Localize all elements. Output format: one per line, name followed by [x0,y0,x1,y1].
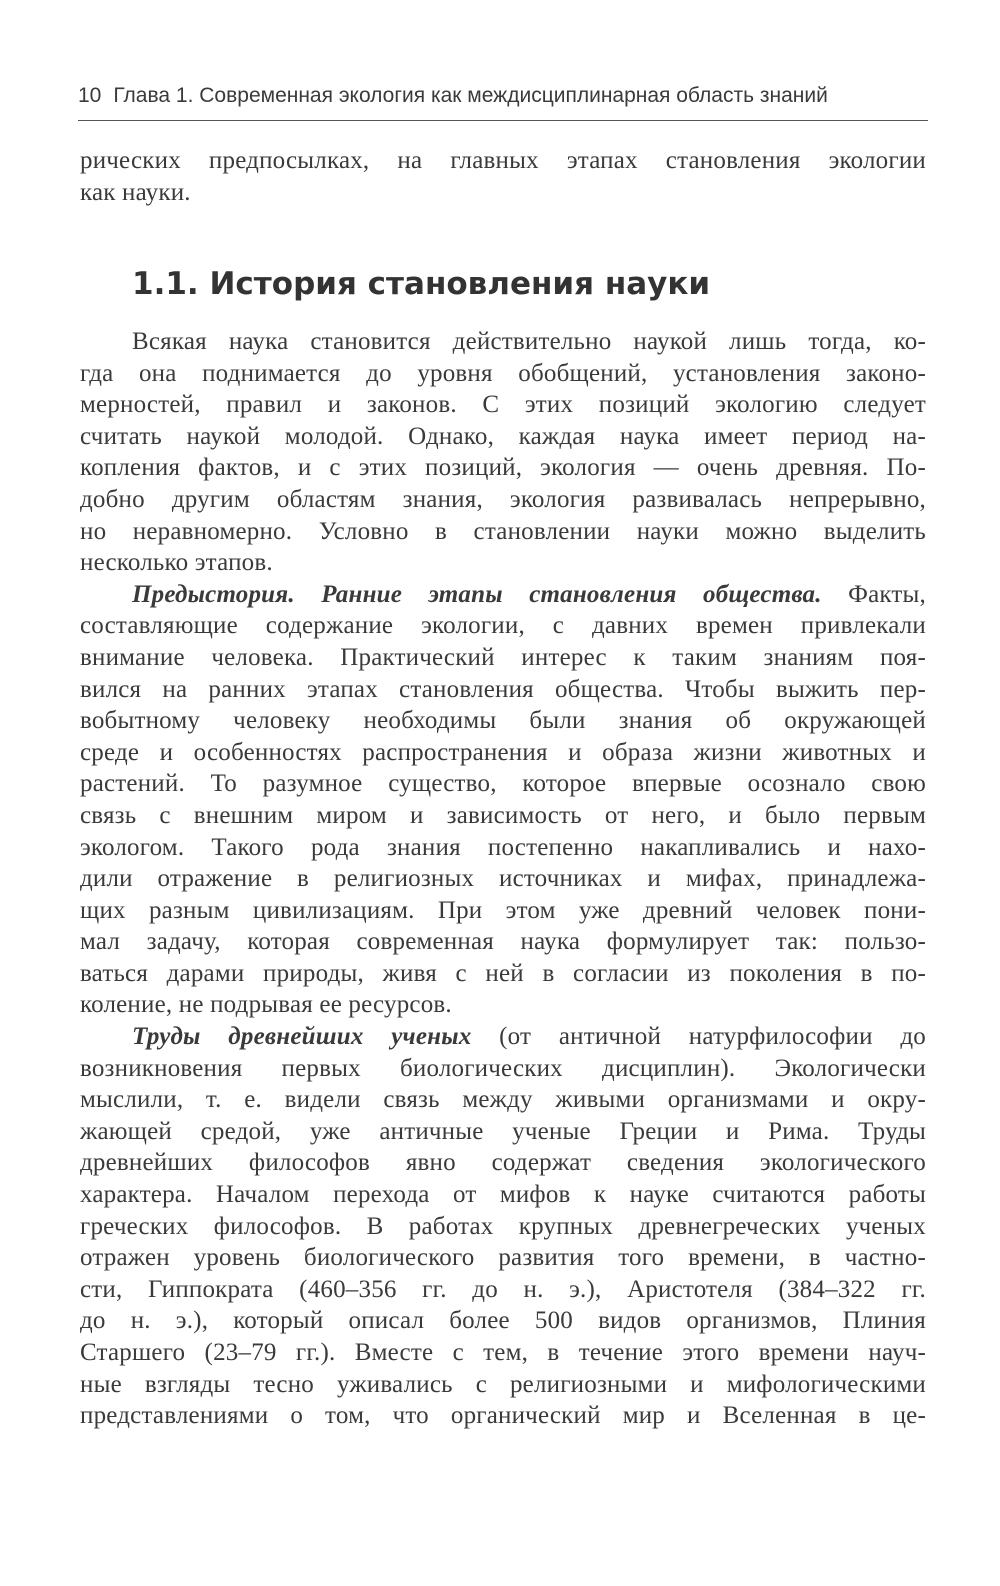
text-line: вобытному человеку необходимы были знания об окружающей [80,707,926,735]
continuation-paragraph [80,145,926,208]
text-line: представлениями о том, что органический мир и Вселенная в це- [80,1402,926,1430]
section-title: 1.1. История становления науки [132,266,711,302]
section-body [80,326,926,1432]
text-line: но неравномерно. Условно в становлении науки можно выделить [80,517,926,545]
paragraph-prehistory [80,579,926,1021]
text-line: копления фактов, и с этих позиций, экология — очень древняя. По- [80,454,926,482]
text-line: сти, Гиппократа (460–356 гг. до н. э.), Аристотеля (384–322 гг. [80,1275,926,1303]
text-line: древнейших философов явно содержат сведения экологического [80,1149,926,1177]
text-line: вился на ранних этапах становления общества. Чтобы выжить пер- [80,675,926,703]
text-fragment: (от античной натурфилософии до [471,1023,926,1051]
run-in-heading: Труды древнейших ученых [132,1023,472,1051]
text-line: связь с внешним миром и зависимость от него, и было первым [80,801,926,829]
text-line: экологом. Такого рода знания постепенно накапливались и нахо- [80,833,926,861]
text-line: дили отражение в религиозных источниках и мифах, принадлежа- [80,865,926,893]
text-line: Всякая наука становится действительно наукой лишь тогда, ко- [132,328,926,355]
text-line: мерностей, правил и законов. С этих позиций экологию следует [80,391,926,419]
text-line: добно другим областям знания, экология развивалась непрерывно, [80,485,926,513]
text-fragment: Факты, [821,580,926,608]
text-line: несколько этапов. [80,549,273,577]
text-line: среде и особенностях распространения и образа жизни животных и [80,738,926,766]
text-line: жающей средой, уже античные ученые Греции и Рима. Труды [80,1117,926,1145]
paragraph-ancient-scholars [80,1021,926,1432]
text-line: гда она поднимается до уровня обобщений, установления законо- [80,359,926,387]
text-line [80,579,926,611]
chapter-title: Глава 1. Современная экология как междисциплинарная область знаний [113,84,828,107]
text-line: внимание человека. Практический интерес к таким знаниям поя- [80,643,926,671]
paragraph-intro [80,326,926,579]
text-line: мыслили, т. е. видели связь между живыми организмами и окру- [80,1086,926,1114]
text-line: Старшего (23–79 гг.). Вместе с тем, в течение этого времени науч- [80,1339,926,1366]
text-line: щих разным цивилизациям. При этом уже древний человек пони- [80,896,926,924]
text-line: ваться дарами природы, живя с ней в согласии из поколения в по- [80,959,926,987]
text-line: греческих философов. В работах крупных древнегреческих ученых [80,1212,926,1240]
page-number: 10 [78,84,102,107]
text-line: составляющие содержание экологии, с давних времен привлекали [80,612,926,640]
text-line: ные взгляды тесно уживались с религиозными и мифологическими [80,1370,926,1398]
text-line: мал задачу, которая современная наука формулирует так: пользо- [80,928,926,956]
run-in-heading: Предыстория. Ранние этапы становления общества. [132,580,822,608]
text-line: как науки. [80,178,191,206]
text-line [80,1021,926,1053]
text-line: считать наукой молодой. Однако, каждая наука имеет период на- [80,422,926,450]
text-line: до н. э.), который описал более 500 видов организмов, Плиния [80,1307,926,1335]
text-line: отражен уровень биологического развития того времени, в частно- [80,1244,926,1272]
text-line: возникновения первых биологических дисциплин). Экологически [80,1054,926,1082]
text-line: рических предпосылках, на главных этапах становления экологии [80,147,926,174]
running-head [78,80,928,121]
text-line: растений. То разумное существо, которое впервые осознало свою [80,770,926,798]
text-line: коление, не подрывая ее ресурсов. [80,991,452,1019]
text-line: характера. Началом перехода от мифов к науке считаются работы [80,1181,926,1209]
